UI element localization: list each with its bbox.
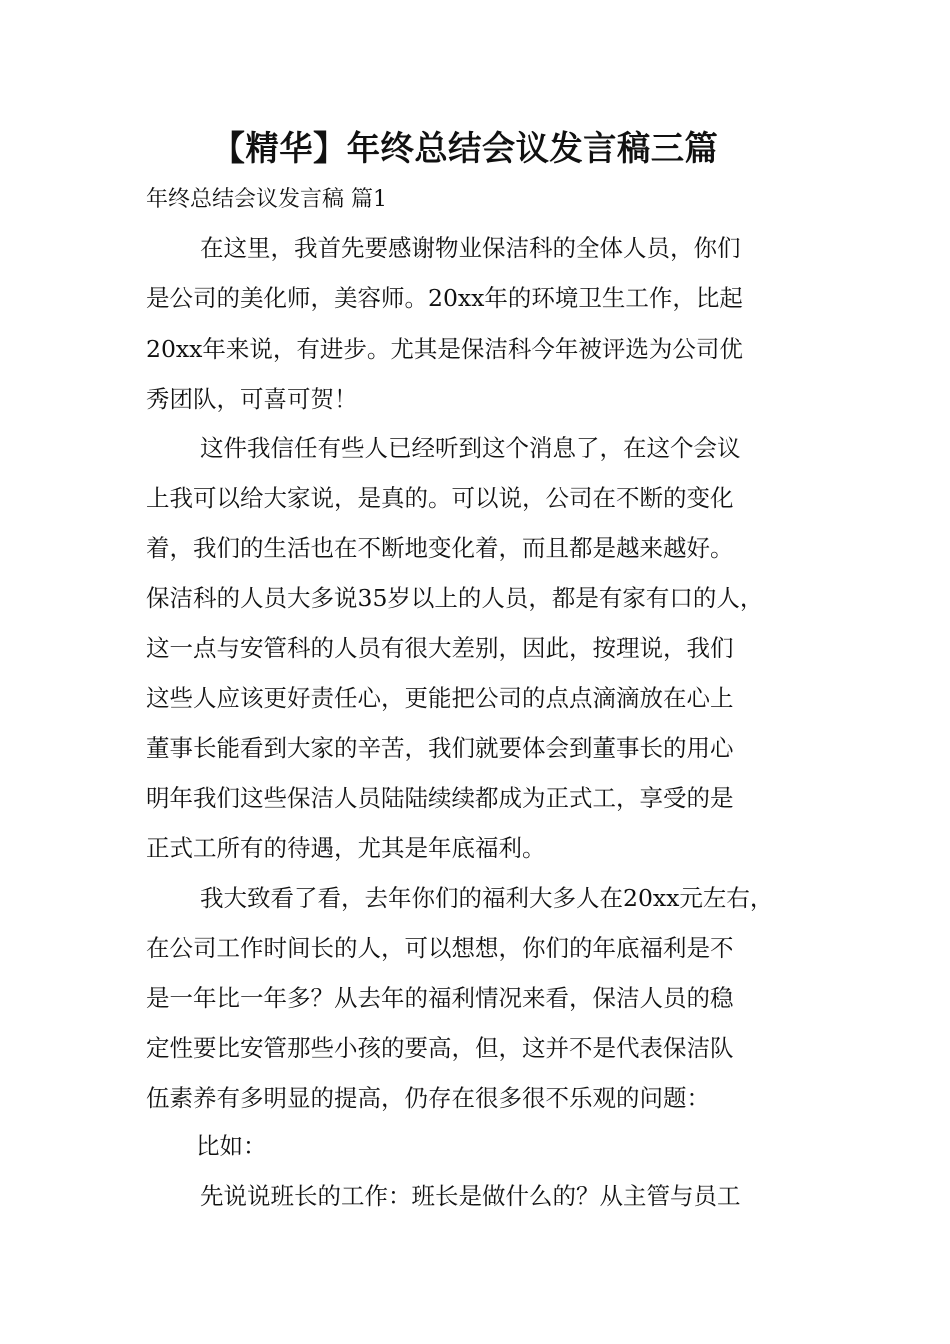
paragraph-line: 秀团队，可喜可贺！ (146, 385, 358, 413)
paragraph-line: 董事长能看到大家的辛苦，我们就要体会到董事长的用心 (146, 734, 734, 762)
paragraph-line: 明年我们这些保洁人员陆陆续续都成为正式工，享受的是 (146, 784, 734, 812)
paragraph-line: 这件我信任有些人已经听到这个消息了，在这个会议 (200, 434, 741, 462)
section-heading: 年终总结会议发言稿 篇1 (146, 187, 387, 212)
paragraph-line: 我大致看了看，去年你们的福利大多人在20xx元左右， (200, 884, 774, 912)
paragraph-line: 是公司的美化师，美容师。20xx年的环境卫生工作，比起 (146, 284, 743, 312)
paragraph-line: 在这里，我首先要感谢物业保洁科的全体人员，你们 (200, 234, 741, 262)
paragraph-line: 是一年比一年多？从去年的福利情况来看，保洁人员的稳 (146, 984, 734, 1012)
paragraph-line: 这一点与安管科的人员有很大差别，因此，按理说，我们 (146, 634, 734, 662)
paragraph-line: 20xx年来说，有进步。尤其是保洁科今年被评选为公司优 (146, 335, 743, 363)
paragraph-line: 定性要比安管那些小孩的要高，但，这并不是代表保洁队 (146, 1034, 734, 1062)
paragraph-line: 在公司工作时间长的人，可以想想，你们的年底福利是不 (146, 934, 734, 962)
paragraph-line: 上我可以给大家说，是真的。可以说，公司在不断的变化 (146, 484, 734, 512)
paragraph-line: 伍素养有多明显的提高，仍存在很多很不乐观的问题： (146, 1084, 710, 1112)
paragraph-line: 比如： (196, 1132, 267, 1160)
paragraph-line: 先说说班长的工作：班长是做什么的？从主管与员工 (200, 1182, 741, 1210)
paragraph-line: 着，我们的生活也在不断地变化着，而且都是越来越好。 (146, 534, 734, 562)
paragraph-line: 这些人应该更好责任心，更能把公司的点点滴滴放在心上 (146, 684, 734, 712)
paragraph-line: 保洁科的人员大多说35岁以上的人员，都是有家有口的人， (146, 584, 764, 612)
document-title: 【精华】年终总结会议发言稿三篇 (211, 129, 719, 169)
paragraph-line: 正式工所有的待遇，尤其是年底福利。 (146, 834, 546, 862)
